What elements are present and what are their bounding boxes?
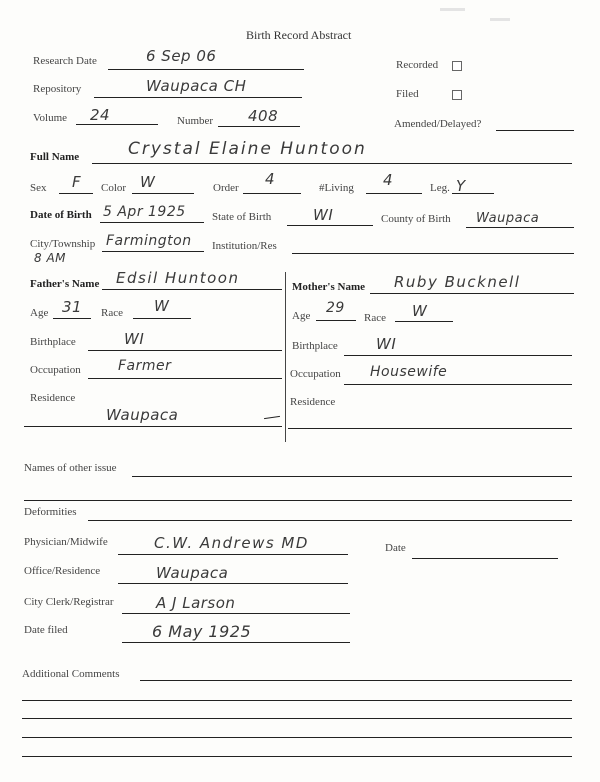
mother-age-value[interactable]: 29 [326,300,345,316]
county-of-birth-label: County of Birth [381,213,451,225]
state-of-birth-line [287,225,373,226]
father-name-value[interactable]: Edsil Huntoon [116,269,240,287]
office-residence-line [118,583,348,584]
mother-birthplace-value[interactable]: WI [376,335,397,353]
mother-birthplace-line [344,355,572,356]
sex-value[interactable]: F [72,173,82,191]
father-race-value[interactable]: W [154,297,170,315]
fathers-name-label: Father's Name [30,278,100,290]
father-age-value[interactable]: 31 [62,298,83,316]
order-label: Order [213,182,239,194]
father-residence-line [24,426,282,427]
physician-label: Physician/Midwife [24,536,108,548]
date-of-birth-line [100,222,204,223]
institution-label: Institution/Res [212,240,277,252]
filed-checkbox[interactable] [452,90,462,100]
office-residence-value[interactable]: Waupaca [156,564,229,582]
physician-value[interactable]: C.W. Andrews MD [154,534,309,552]
city-clerk-label: City Clerk/Registrar [24,596,114,608]
mother-residence-label: Residence [290,396,336,408]
sex-label: Sex [30,182,47,194]
father-birthplace-label: Birthplace [30,336,76,348]
comments-line-4 [22,737,572,738]
repository-line [94,97,302,98]
father-residence-label: Residence [30,392,76,404]
state-of-birth-value[interactable]: WI [313,206,334,224]
father-residence-tick [264,416,280,419]
father-birthplace-value[interactable]: WI [124,330,145,348]
sex-line [59,193,93,194]
mother-age-line [316,320,356,321]
amended-label: Amended/Delayed? [394,118,482,130]
date-filed-line [122,642,350,643]
volume-value[interactable]: 24 [90,106,111,124]
mother-race-value[interactable]: W [412,302,428,320]
scan-smudge [490,18,510,21]
leg-value[interactable]: Y [456,177,466,195]
repository-value[interactable]: Waupaca CH [146,77,247,95]
father-age-label: Age [30,307,49,319]
father-occupation-line [88,378,282,379]
number-value[interactable]: 408 [248,107,279,125]
additional-comments-label: Additional Comments [22,668,120,680]
institution-line [292,253,574,254]
birth-time-note[interactable]: 8 AM [34,251,67,265]
volume-label: Volume [33,112,68,124]
recorded-label: Recorded [396,59,439,71]
date-of-birth-label: Date of Birth [30,209,92,221]
comments-line-1 [140,680,572,681]
father-occupation-label: Occupation [30,364,81,376]
living-line [366,193,422,194]
office-residence-label: Office/Residence [24,565,101,577]
number-line [218,126,300,127]
fathers-name-line [102,289,282,290]
father-birthplace-line [88,350,282,351]
date-filed-label: Date filed [24,624,68,636]
father-age-line [53,318,91,319]
mother-residence-line [288,428,572,429]
mother-race-line [395,321,453,322]
date-filed-value[interactable]: 6 May 1925 [152,622,252,641]
date-line [412,558,558,559]
full-name-label: Full Name [30,151,80,163]
mother-occupation-label: Occupation [290,368,341,380]
father-race-line [133,318,191,319]
mother-name-value[interactable]: Ruby Bucknell [394,273,521,291]
color-line [132,193,194,194]
city-township-value[interactable]: Farmington [106,233,192,249]
date-label: Date [385,542,406,554]
other-issue-line-1 [132,476,572,477]
filed-label: Filed [396,88,419,100]
research-date-line [108,69,304,70]
full-name-value[interactable]: Crystal Elaine Huntoon [128,139,367,159]
city-township-line [102,251,204,252]
state-of-birth-label: State of Birth [212,211,272,223]
repository-label: Repository [33,83,82,95]
comments-line-3 [22,718,572,719]
recorded-checkbox[interactable] [452,61,462,71]
deformities-line [88,520,572,521]
mother-birthplace-label: Birthplace [292,340,338,352]
color-value[interactable]: W [140,173,156,191]
county-of-birth-line [466,227,574,228]
color-label: Color [101,182,127,194]
county-of-birth-value[interactable]: Waupaca [476,211,540,226]
father-race-label: Race [101,307,123,319]
living-label: #Living [319,182,354,194]
living-value[interactable]: 4 [383,171,394,189]
comments-line-5 [22,756,572,757]
physician-line [118,554,348,555]
city-clerk-value[interactable]: A J Larson [156,594,236,612]
father-residence-value[interactable]: Waupaca [106,406,179,424]
order-value[interactable]: 4 [265,170,276,188]
mothers-name-label: Mother's Name [292,281,366,293]
comments-line-2 [22,700,572,701]
mother-occupation-line [344,384,572,385]
full-name-line [92,163,572,164]
parents-divider [285,272,286,442]
other-issue-label: Names of other issue [24,462,117,474]
volume-line [76,124,158,125]
order-line [243,193,301,194]
mothers-name-line [370,293,574,294]
mother-race-label: Race [364,312,386,324]
city-clerk-line [122,613,350,614]
mother-occupation-value[interactable]: Housewife [370,364,448,380]
city-township-label: City/Township [30,238,96,250]
form-title: Birth Record Abstract [246,28,352,42]
scan-smudge [440,8,465,11]
date-of-birth-value[interactable]: 5 Apr 1925 [103,204,186,220]
father-occupation-value[interactable]: Farmer [118,358,172,374]
deformities-label: Deformities [24,506,77,518]
other-issue-line-2 [24,500,572,501]
leg-label: Leg. [430,182,450,194]
amended-line [496,130,574,131]
mother-age-label: Age [292,310,311,322]
research-date-label: Research Date [33,55,97,67]
number-label: Number [177,115,214,127]
research-date-value[interactable]: 6 Sep 06 [146,47,217,65]
